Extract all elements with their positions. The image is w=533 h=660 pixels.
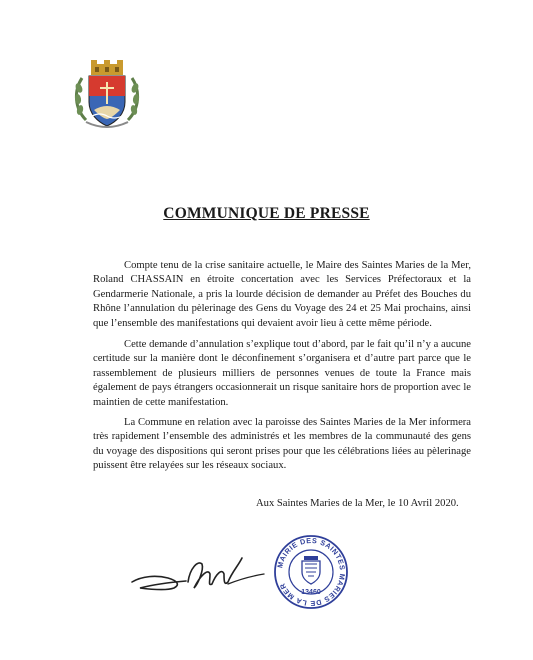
handwritten-signature bbox=[128, 548, 268, 600]
town-hall-stamp-icon bbox=[273, 534, 349, 610]
svg-text:MAIRIE DES SAINTES MARIES DE L: MAIRIE DES SAINTES MARIES DE LA MER bbox=[275, 535, 348, 609]
svg-text:13460: 13460 bbox=[301, 589, 321, 596]
coat-of-arms-icon bbox=[72, 58, 142, 132]
body-paragraph: Cette demande d’annulation s’explique tout d’abord, par le fait qu’il n’y a aucune certitude sur la manière dont le déconfinement s’organisera et d’autre part parce que le rassemblement de plusieurs milliers de personnes venues de toute la France mais également de pays étrangers occasionnerait un risque sanitaire hors de proportion avec le maintien de cette manifestation. bbox=[93, 339, 471, 408]
page-title: COMMUNIQUE DE PRESSE bbox=[163, 205, 370, 222]
dateline: Aux Saintes Maries de la Mer, le 10 Avril 2020. bbox=[256, 498, 459, 509]
body-paragraph: La Commune en relation avec la paroisse des Saintes Maries de la Mer informera très rapidement l’ensemble des administrés et les membres de la communauté des gens du voyage des dispositions qui seront prises pour que les célébrations liées au pèlerinage puissent être relayées sur les réseaux sociaux. bbox=[93, 417, 471, 472]
body-paragraph: Compte tenu de la crise sanitaire actuelle, le Maire des Saintes Maries de la Mer, Roland CHASSAIN en étroite concertation avec les Services Préfectoraux et la Gendarmerie Nationale, a pris la lourde décision de demander au Préfet des Bouches du Rhône l’annulation du pèlerinage des Gens du Voyage des 24 et 25 Mai prochains, ainsi que l’ensemble des manifestations qui devaient avoir lieu à cette même période. bbox=[93, 260, 471, 329]
